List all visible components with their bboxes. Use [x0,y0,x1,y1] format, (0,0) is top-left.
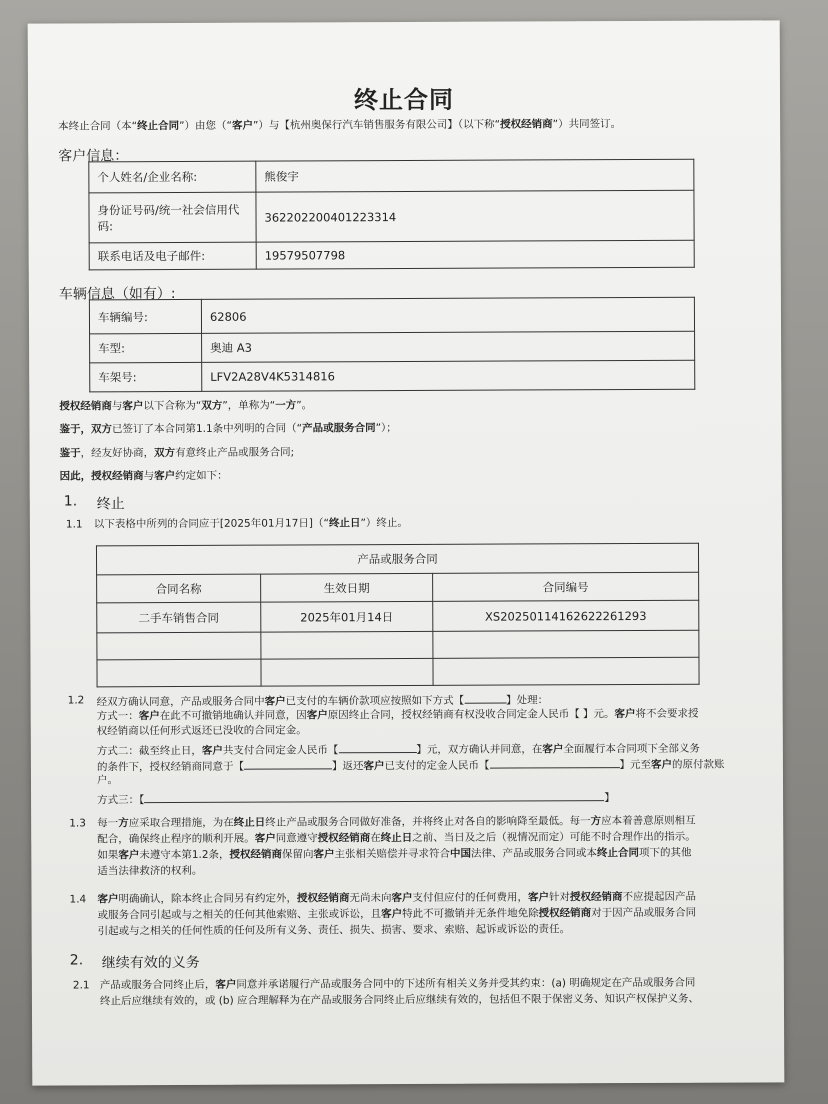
bold-term: 客户 [97,893,119,906]
blank-field [489,756,619,769]
text: 】元，双方确认并同意，在 [416,743,543,756]
clause-1-3-line-2 [97,830,696,847]
intro-bold: 终止合同 [137,119,180,133]
method-2-line-2 [97,756,725,775]
text: 明确确认，除本终止合同另有约定外， [118,892,298,906]
text: 保留向 [281,848,314,861]
bold-term: 客户 [391,891,413,905]
text: 主张相关赔偿并寻求符合 [334,847,451,861]
clause-1-3-number: 1.3 [69,817,86,830]
intro-text: 本终止合同（本“ [58,120,138,133]
clause-1-1 [94,516,408,531]
table-row [89,190,694,243]
text: 应本着善意原则相互 [601,814,696,828]
table-value-cell: 奥迪 A3 [202,331,695,362]
text: 以下表格中所列的合同应于[2025年01月17日]（“ [93,517,329,531]
table-cell [433,657,699,685]
text: ”）； [375,422,397,435]
clause-1-4-line-2 [98,906,697,923]
parties-definition [59,398,312,413]
text: 之前、当日及之后（视情况而定）可能不时合理作出的指示。 [412,830,696,844]
bold-term: 终止合同 [596,846,640,860]
table-value-cell: 362202200401223314 [256,190,694,242]
table-cell [261,631,433,659]
text: ”，单称为“ [222,399,276,412]
table-label-cell: 车辆编号: [89,299,201,333]
text: 方式二：截至终止日， [96,744,202,758]
text: 有意终止产品或服务合同; [175,446,295,460]
bold-term: 方 [590,815,602,828]
vehicle-info-heading: 车辆信息（如有）: [58,286,176,303]
table-value-cell: 19579507798 [256,240,694,269]
text: 的条件下，授权经销商同意于【 [96,760,244,774]
text: 已支付的车辆价款项应按照如下方式【 [285,694,465,708]
clause-2-1-line-1 [100,976,696,993]
table-cell: XS20250114162622261293 [433,600,699,631]
text: 已支付的定金人民币【 [384,759,490,773]
customer-info-heading: 客户信息： [58,148,129,165]
clause-1-2-number: 1.2 [67,694,85,707]
method-3 [97,789,615,807]
table-value-cell: 62806 [201,297,694,333]
table-row [89,240,694,270]
intro-bold: 客户 [231,119,254,132]
clause-1-4-number: 1.4 [69,893,87,906]
bold-term: 客户 [118,849,140,862]
table-row [90,360,695,392]
intro-text: ”）与【杭州奥保行汽车销售服务有限公司】（以下称“ [252,118,501,132]
intro-bold: 授权经销商 [500,118,553,131]
clause-2-1-number: 2.1 [72,979,90,992]
text: 或服务合同引起或与之相关的任何其他索赔、主张或诉讼，且 [97,908,382,922]
table-cell: 2025年01月14日 [261,601,433,632]
bold-term: 授权经销商 [317,832,371,845]
bold-term: 终止日 [380,831,413,845]
table-cell: 二手车销售合同 [97,602,261,633]
blank-field [464,692,506,704]
text: 未遵守本第1.2条， [139,848,230,862]
text: 方式一： [96,710,139,723]
bold-term: 客户 [650,758,672,771]
text: 支付但应付的任何费用， [412,891,529,904]
table-value-cell: LFV2A28V4K5314816 [202,360,695,391]
text: 经双方确认同意，产品或服务合同中 [96,695,265,709]
method-2-line-3: 户。 [96,774,119,787]
blank-field [338,741,416,753]
intro-text: ”）由您（“ [179,119,233,132]
text: 无尚未向 [349,892,392,905]
text: 】 [604,792,615,805]
table-row [97,600,699,633]
text: 终止产品或服务合同做好准备，并将终止对各自的影响降至最低。每一 [265,815,591,829]
bold-term: 客户 [542,743,564,756]
bold-term: 客户 [313,848,335,861]
text: 约定如下： [175,469,228,483]
intro-paragraph [58,117,621,133]
table-label-cell: 车型: [90,333,202,362]
text: ”。 [296,399,313,412]
bold-term: 客户 [264,695,286,708]
whereas-clause-1 [59,421,396,436]
text: 针对 [548,891,571,904]
bold-term: 中国 [449,847,472,860]
table-label-cell: 车架号: [90,362,202,391]
intro-text: ”）共同签订。 [552,118,622,131]
table-cell [433,630,699,658]
clause-1-1-number: 1.1 [65,518,83,531]
text: 特此不可撤销并无条件地免除 [402,907,539,921]
bold-term: 授权经销商 [296,892,350,905]
text: 产品或服务合同终止后， [99,978,216,992]
text: 同意遵守 [275,832,318,845]
section-2-number: 2. [69,952,84,969]
therefore-clause [60,469,228,484]
bold-term: 客户 [122,400,144,413]
table-row [97,630,699,660]
table-caption-row [96,543,698,575]
bold-term: 客户 [306,709,328,722]
table-cell [261,658,433,686]
text: 对于因产品或服务合同 [591,906,697,920]
table-row [89,159,694,193]
table-header-cell: 合同编号 [433,572,699,601]
text: 原因终止合同，授权经销商有权没收合同定金人民币【 】元。 [327,708,615,722]
text: 同意并承诺履行产品或服务合同中的下述所有相关义务并受其约束：(a) 明确规定在产品或服务合同 [236,976,696,991]
table-cell [97,632,261,660]
clause-1-3-line-3 [97,846,691,863]
table-value-cell: 熊俊宇 [256,159,694,192]
text: 】返还 [331,760,364,773]
clause-1-4-line-1 [97,890,696,907]
bold-term: 授权经销商 [569,891,623,904]
text: 】处理： [506,694,549,707]
table-caption: 产品或服务合同 [96,543,698,575]
clause-1-3-line-4: 适当法律救济的权利。 [97,864,203,878]
text: 在此不可撤销地确认并同意，因 [159,709,307,723]
text: 的原付款账 [671,758,725,771]
method-1-line-1 [97,707,699,724]
text: 在 [370,832,381,845]
bold-term: 客户 [381,908,403,921]
bold-term: 客户 [138,710,160,723]
text: 不应提起因产品 [622,890,697,904]
contract-table [96,543,700,688]
table-label-cell: 联系电话及电子邮件: [89,242,256,270]
bold-term: 一方 [275,399,297,412]
bold-term: 双方 [154,447,176,460]
bold-term: 终止日 [233,816,266,829]
document-page [28,20,785,1085]
clause-2-1-line-2: 终止后应继续有效的，或 (b) 应合理解释为在产品或服务合同终止后应继续有效的，包括但不限于保密义务、知识产权保护义务、 [99,992,700,1008]
bold-term: 客户 [363,760,385,773]
text: ，经友好协商， [80,447,155,460]
whereas-clause-2 [60,445,295,460]
table-label-cell: 个人姓名/企业名称: [89,161,256,193]
blank-field [244,757,332,769]
method-1-line-2: 权经销商以任何形式返还已没收的合同定金。 [96,724,307,738]
bold-term: 客户 [154,470,176,483]
text: 法律、产品或服务合同或本 [470,847,598,860]
text: 配合，确保终止程序的顺利开展。 [97,832,255,846]
table-label-cell: 身份证号码/统一社会信用代码: [89,192,256,243]
text: 每一 [97,817,119,830]
bold-term: 产品或服务合同 [302,422,376,435]
bold-term: 终止日 [328,517,361,530]
section-1-number: 1. [63,493,78,510]
vehicle-info-table [89,297,695,393]
table-header-cell: 合同名称 [97,574,261,603]
bold-term: 客户 [527,891,550,904]
bold-term: 客户 [201,744,223,757]
text: 全面履行本合同项下全部义务 [563,742,700,756]
customer-info-table [88,159,694,271]
table-header-cell: 生效日期 [261,573,433,602]
text: 项下的其他 [638,846,692,859]
text: 应采取合理措施，为在 [128,816,234,830]
text: ”）终止。 [360,516,408,530]
text: 如果 [97,849,119,862]
document-title: 终止合同 [353,85,455,115]
clause-1-2-lead [97,691,549,709]
bold-term: 方 [118,817,129,830]
bold-term: 授权经销商 [538,907,592,920]
clause-1-4-line-3: 引起或与之相关的任何性质的任何及所有义务、责任、损失、损害、要求、索赔、起诉或诉讼的责任。 [97,923,571,938]
bold-term: 双方 [201,399,223,412]
text: 已签订了本合同第1.1条中列明的合同（“ [111,422,303,436]
bold-term: 鉴于 [59,447,81,460]
bold-term: 授权经销商 [59,400,112,413]
table-row [90,331,695,363]
table-header-row [97,572,699,603]
section-1-title: 终止 [96,496,125,513]
bold-term: 客户 [614,708,636,721]
bold-term: 客户 [215,978,237,991]
text: 】元至 [619,758,651,772]
text: 以下合称为“ [143,399,202,413]
bold-term: 授权经销商 [229,848,283,861]
text: 将不会要求授 [635,707,699,720]
text: 方式三：【 [97,794,145,807]
bold-term: 客户 [254,832,276,845]
bold-term: 因此，授权经销商 [59,470,144,483]
blank-field [144,789,604,803]
table-cell [97,659,261,687]
table-row [97,657,699,687]
clause-1-3-line-1 [97,814,696,831]
text: 与 [143,470,155,483]
bold-term: 鉴于，双方 [59,423,112,436]
table-row [89,297,694,334]
text: 与 [111,400,123,413]
text: 共支付合同定金人民币【 [222,744,339,757]
section-2-title: 继续有效的义务 [101,954,200,972]
